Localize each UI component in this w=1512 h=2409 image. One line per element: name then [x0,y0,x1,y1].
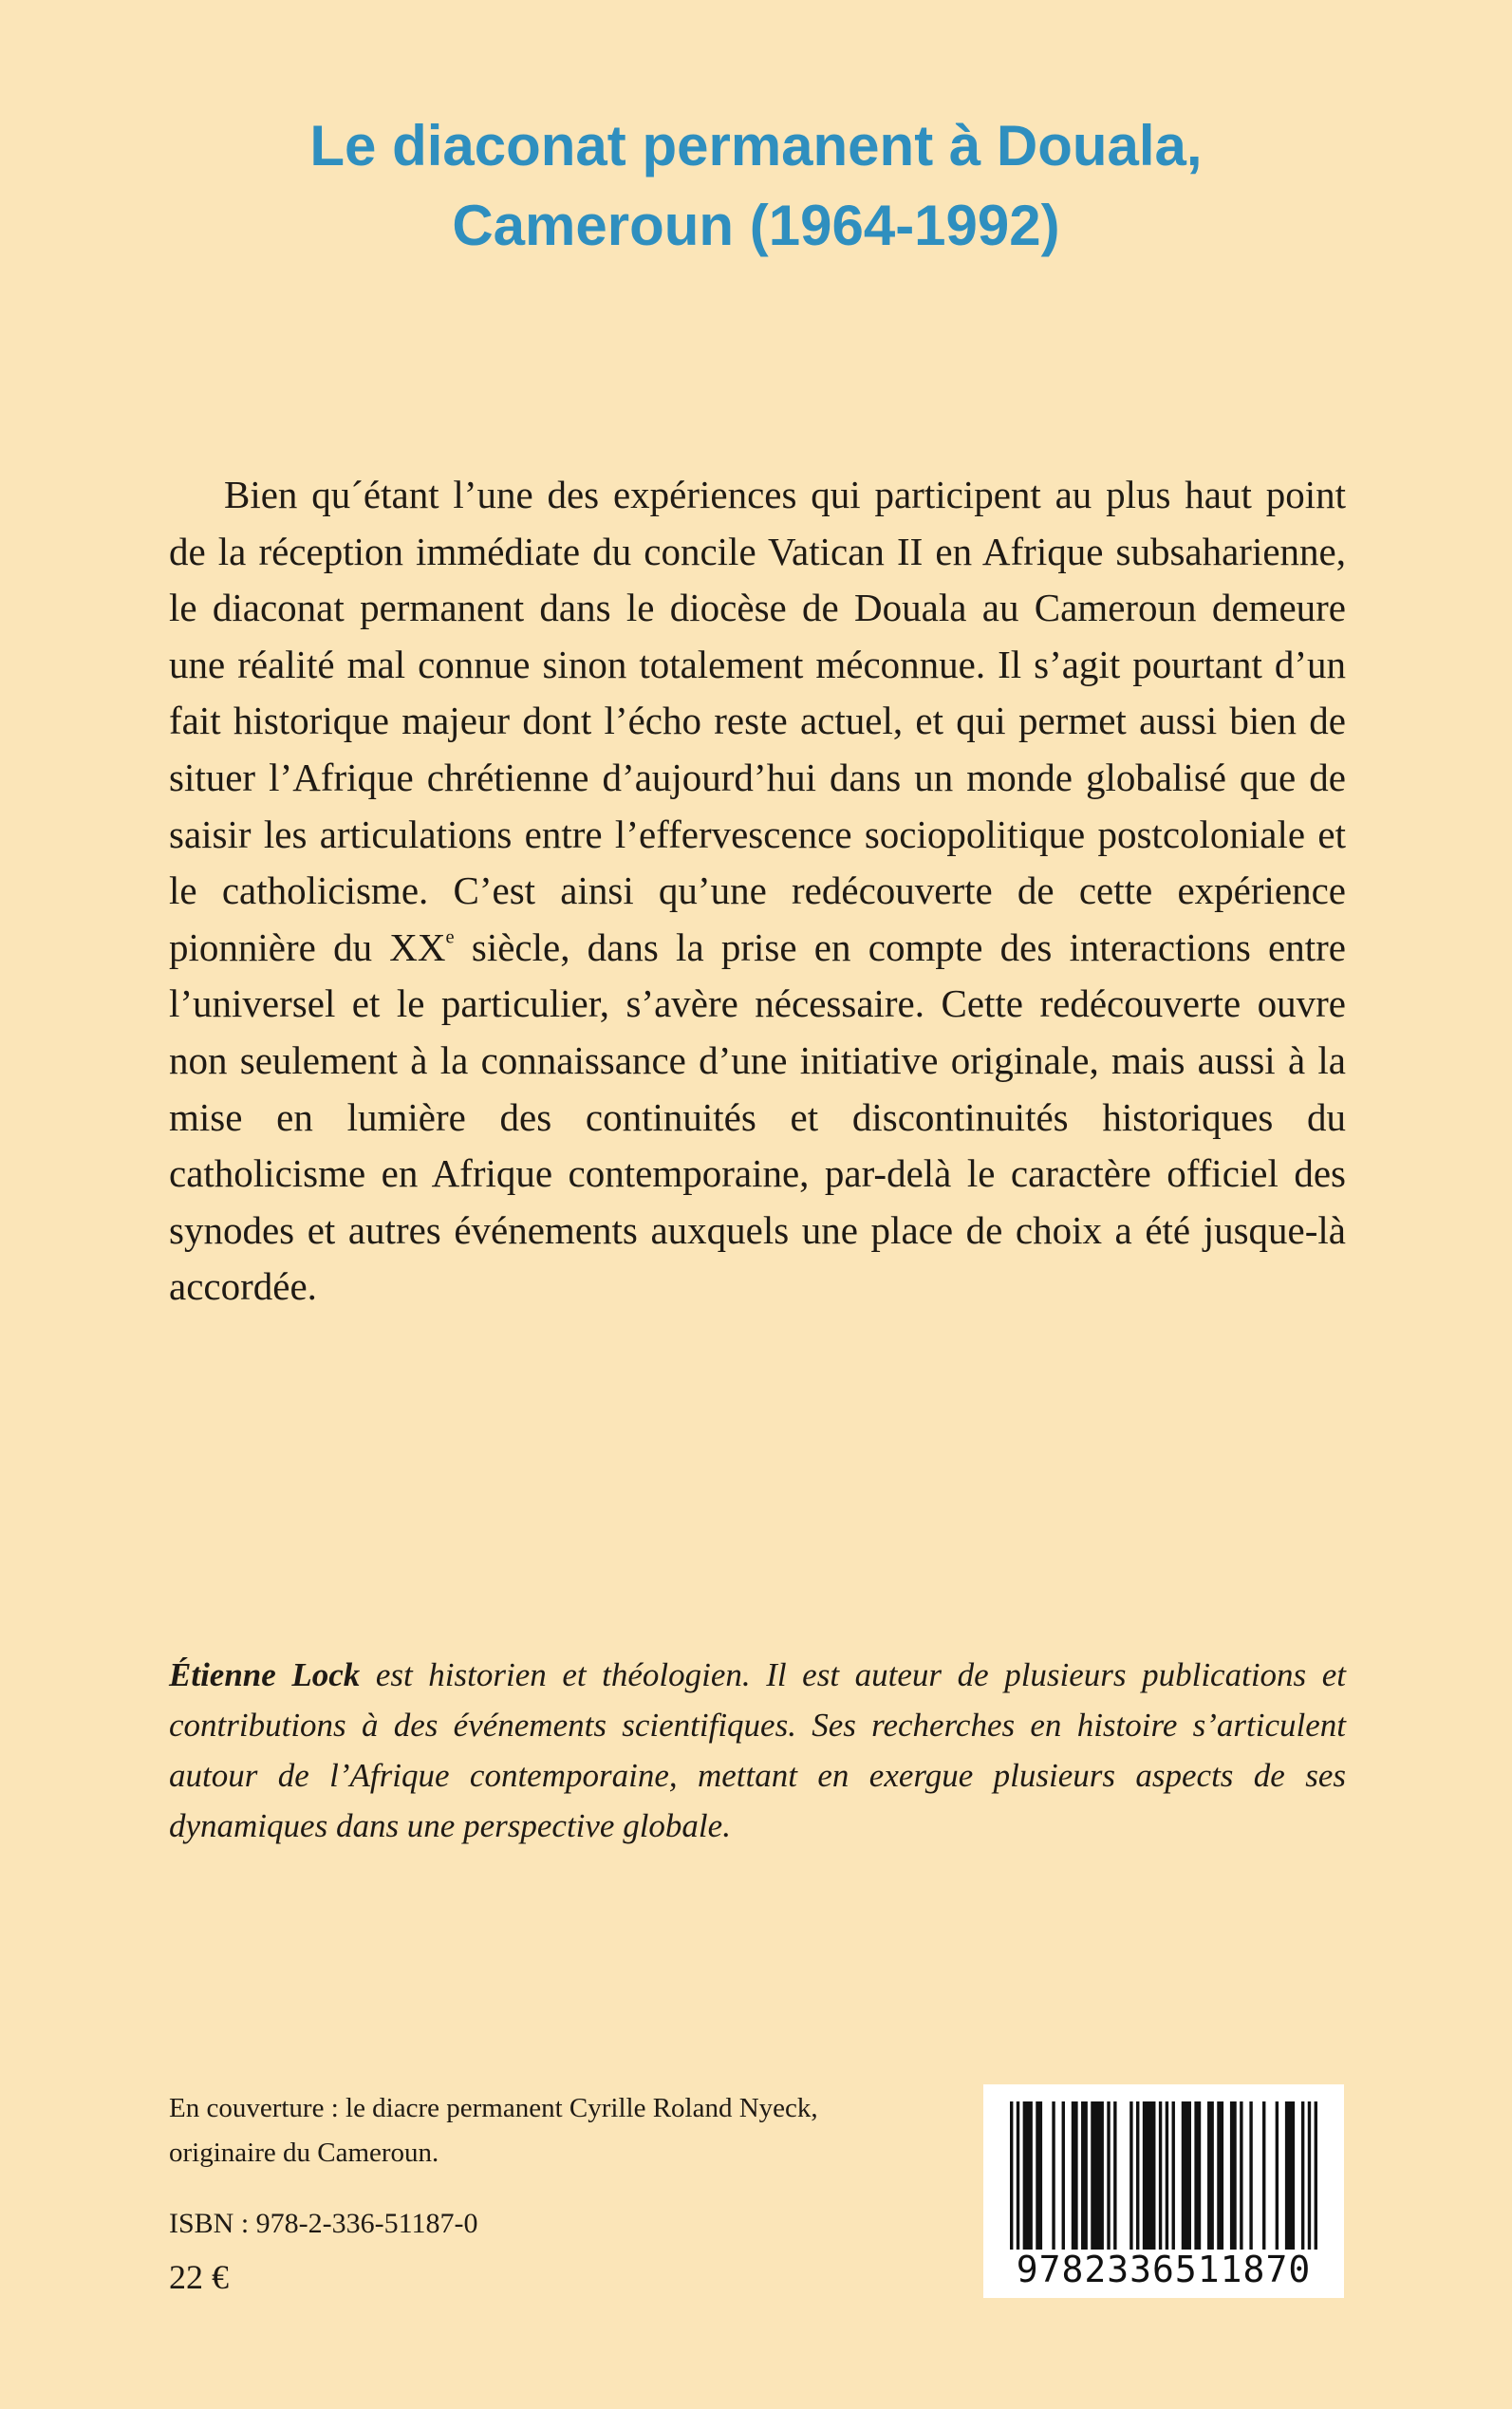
barcode-bar [1072,2101,1078,2250]
barcode-digits: 9782336511870 [1016,2249,1312,2290]
barcode-bar [1081,2101,1088,2250]
barcode-bar [1107,2101,1110,2250]
barcode-bar [1159,2101,1162,2250]
barcode-bar [1113,2101,1116,2250]
barcode-bar [1207,2101,1214,2250]
barcode-bar [1172,2101,1175,2250]
barcode-bar [1010,2101,1013,2250]
barcode-bar [1217,2101,1223,2250]
cover-credit-line-2: originaire du Cameroun. [169,2138,439,2168]
book-title-line-2: Cameroun (1964-1992) [452,194,1060,257]
barcode-bar [1276,2101,1279,2250]
barcode-bar [1194,2101,1201,2250]
barcode-bar [1240,2101,1242,2250]
barcode-bar [1301,2101,1304,2250]
author-bio-text: est historien et théologien. Il est auteur de plusieurs publications et contributions à des événements scientifiques. Ses recherches en histoire s’articulent autour de l’Afrique contemporaine, mettant en exergue plusieurs aspects de ses dynamiques dans une perspective globale. [169,1656,1346,1844]
blurb-paragraph [169,467,1346,1316]
century-superscript: e [445,926,455,948]
barcode-bar [1023,2101,1033,2250]
barcode-bar [1136,2101,1139,2250]
barcode [983,2084,1344,2298]
barcode-bar [1249,2101,1252,2250]
barcode-bar [1230,2101,1237,2250]
cover-credit [169,2086,947,2176]
barcode-bar [1017,2101,1019,2250]
book-title [0,106,1512,266]
barcode-bar [1166,2101,1168,2250]
barcode-bar [1315,2101,1317,2250]
barcode-bar [1182,2101,1191,2250]
barcode-bar [1285,2101,1295,2250]
barcode-bar [1036,2101,1042,2250]
barcode-bars-icon [1010,2101,1317,2250]
price-text: 22 € [169,2258,229,2296]
barcode-bar [1262,2101,1265,2250]
book-title-line-1: Le diaconat permanent à Douala, [309,114,1203,177]
barcode-bar [1129,2101,1132,2250]
author-name: Étienne Lock [169,1656,361,1693]
barcode-bar [1062,2101,1065,2250]
barcode-bar [1308,2101,1311,2250]
author-bio [169,1650,1346,1851]
cover-credit-line-1: En couverture : le diacre permanent Cyrille Roland Nyeck, [169,2093,818,2123]
barcode-bar [1052,2101,1055,2250]
barcode-bar [1091,2101,1104,2250]
blurb-text-part-1: Bien qu´étant l’une des expériences qui participent au plus haut point de la réception immédiate du concile Vatican II en Afrique subsaharienne, le diaconat permanent dans le diocèse de Douala au Cameroun demeure une réalité mal connue sinon totalement méconnue. Il s’agit pourtant d’un fait historique majeur dont l’écho reste actuel, et qui permet aussi bien de situer l’Afrique chrétienne d’aujourd’hui dans un monde globalisé que de saisir les articulations entre l’effervescence sociopolitique postcoloniale et le catholicisme. C’est ainsi qu’une redécouverte de cette expérience pionnière du XX [169,473,1346,969]
blurb-text-part-2: siècle, dans la prise en compte des interactions entre l’universel et le particulier, s’avère nécessaire. Cette redécouverte ouvre non seulement à la connaissance d’une initiative originale, mais aussi à la mise en lumière des continuités et discontinuités historiques du catholicisme en Afrique contemporaine, par-delà le caractère officiel des synodes et autres événements auxquels une place de choix a été jusque-là accordée. [169,924,1346,1309]
isbn-text: ISBN : 978-2-336-51187-0 [169,2208,478,2239]
barcode-bar [1143,2101,1156,2250]
